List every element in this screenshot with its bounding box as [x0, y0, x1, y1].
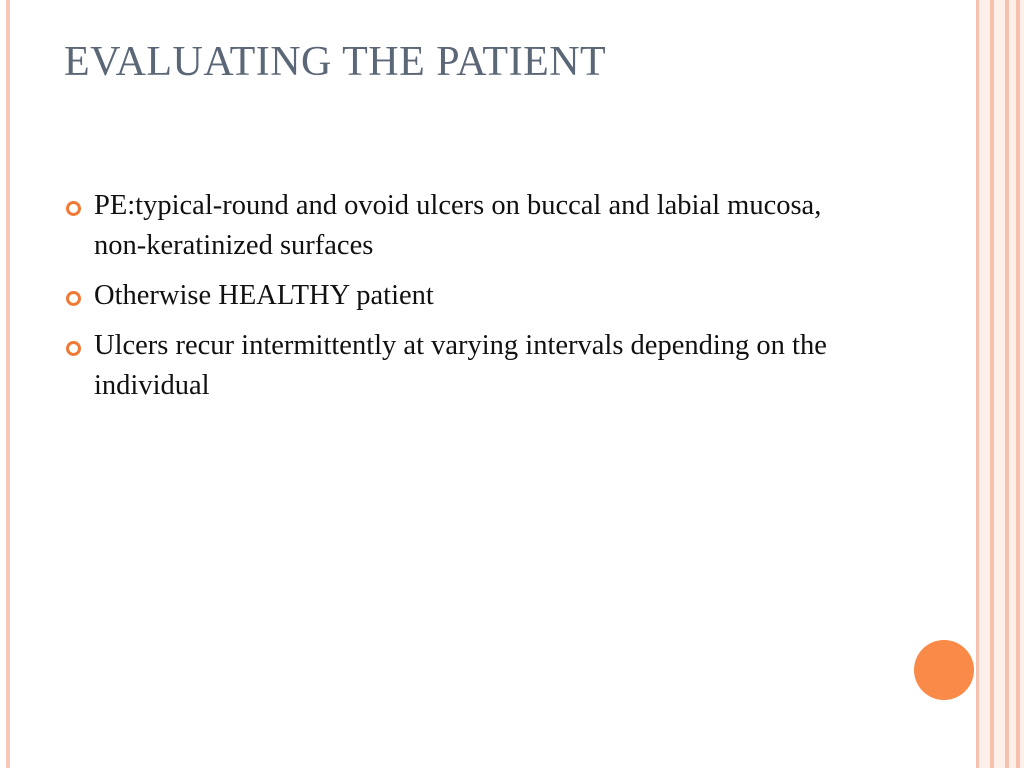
bullet-circle-icon [66, 291, 81, 306]
decorative-stripe [990, 0, 994, 768]
bullet-text: Ulcers recur intermittently at varying intervals depending on the individual [94, 330, 827, 401]
decorative-stripe [1016, 0, 1020, 768]
decorative-stripe [976, 0, 979, 768]
bullet-text: Otherwise HEALTHY patient [94, 280, 434, 311]
slide-frame-left [6, 0, 10, 768]
decorative-circle [914, 640, 974, 700]
bullet-item [64, 276, 864, 316]
bullet-item [64, 326, 864, 406]
decorative-stripe [1005, 0, 1009, 768]
bullet-item [64, 186, 864, 266]
bullet-list [64, 186, 864, 416]
bullet-text: PE:typical-round and ovoid ulcers on buccal and labial mucosa, non-keratinized surfaces [94, 190, 822, 261]
slide-title: EVALUATING THE PATIENT [64, 39, 607, 85]
bullet-circle-icon [66, 341, 81, 356]
bullet-circle-icon [66, 201, 81, 216]
